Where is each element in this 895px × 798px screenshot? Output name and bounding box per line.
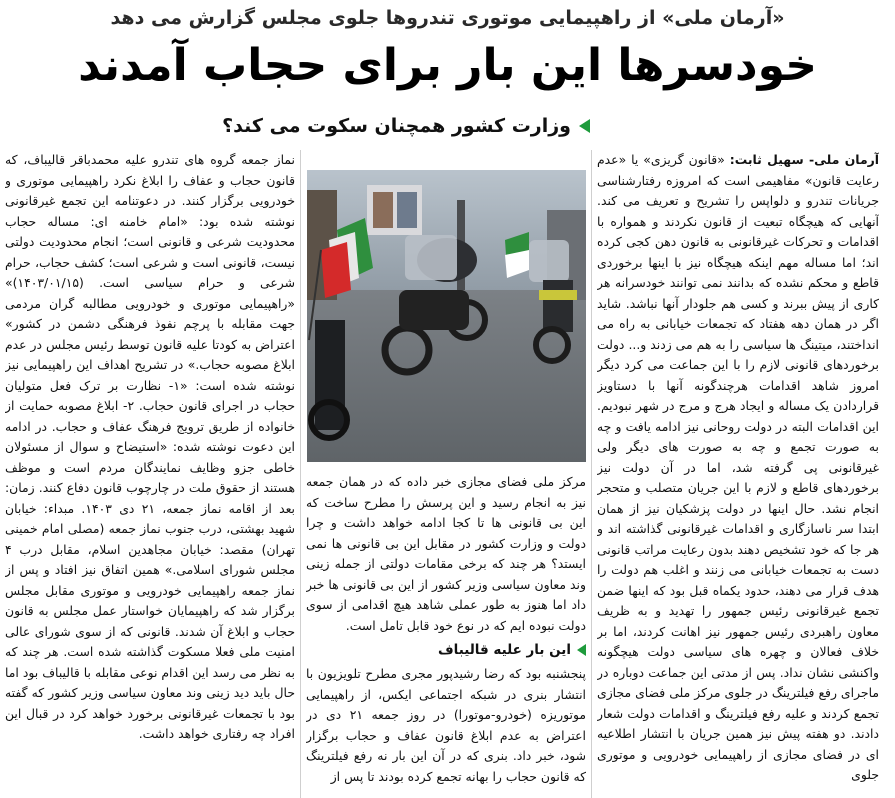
right-column	[597, 150, 879, 798]
right-column-text: «قانون گریزی» یا «عدم رعایت قانون» مفاهیمی است که امروزه رفتارشناسی جریانات تندرو و دلواپس را تشریح و تعریف می کند. آنهایی که هیچگاه تبعیت از قانون نکردند و همواره با اقدامات و تحرکات غیرقانونی به قانون دهن کجی کرده اند؛ اما مساله مهم اینکه هیچگاه نیز با اینها برخوردی قاطع و محکم نشده که بدانند نمی توانند خودسرانه هر کاری از پیش ببرند و کسی هم جلودار آنها نباشد. شاید اگر در همان دهه هفتاد که تجمعات خیابانی به راه می انداختند، میتینگ ها سیاسی را به هم می زدند و... دولت برخوردهای قانونی لازم را با این جماعت می کرد دیگر امروز شاهد اقدامات هرچندگونه آنها با دستاویز قراردادن یک مساله و ایجاد هرج و مرج در شهر نبودیم. این اقدامات البته در دولت روحانی نیز ادامه یافت و چه به صورت تجمع و چه به صورت های دیگر ولی غیرقانونی پی گرفته شد، اما در آن دولت نیز برخوردهای قاطع و لازم با این جریان متصلب و متحجر انجام نشد. حال اینها در دولت پزشکیان نیز از همان ابتدا سر ناسازگاری و اقدامات غیرقانونی گذاشته اند و هر جا که خود تشخیص دهند بدون رعایت مراتب قانونی دست به تجمعات خیابانی می زنند و اغلب هم دولت را هدف قرار می دهند، حدود یکماه قبل بود که اینها ضمن تجمع غیرقانونی رئیس جمهور را تهدید و به ظریف معاون راهبردی رئیس جمهور نیز اهانت کردند، اما بر خلاف فعالان و چهره های سیاسی دولت هیچگونه واکنشی نشان نداد. پس از مدتی این جماعت دوباره در ماجرای رفع فیلترینگ در جلوی مرکز ملی فضای مجازی تجمع کردند و علیه رفع فیلترینگ و اقدامات دولت شعار دادند. دو هفته پیش نیز همین جریان با انتشار اطلاعیه ای در فضای مجازی از راهپیمایی خودرویی و موتوری جلوی	[597, 152, 879, 782]
column-divider	[300, 150, 301, 798]
middle-column-text-2: پنجشنبه بود که رضا رشیدپور مجری مطرح تلویزیون با انتشار بنری در شبکه اجتماعی ایکس، از راهپیمایی موتوریزه (خودرو-موتورا) در روز جمعه ۲۱ دی در اعتراض به عدم ابلاغ قانون عفاف و حجاب برگزار شود، خبر داد. بنری که در آن این بار نه رفع فیلترینگ که قانون حجاب را بهانه تجمع کرده بودند تا پس از	[306, 666, 586, 784]
byline: آرمان ملی- سهیل ثابت:	[729, 152, 879, 167]
triangle-bullet-icon	[577, 644, 586, 656]
middle-column	[306, 472, 586, 798]
subhead-text: وزارت کشور همچنان سکوت می کند؟	[222, 115, 571, 137]
column-divider	[591, 150, 592, 798]
section-heading	[306, 638, 586, 662]
photo-illustration	[307, 170, 586, 462]
section-heading-text: این بار علیه قالیباف	[437, 642, 571, 658]
article-headline: خودسرها این بار برای حجاب آمدند	[78, 40, 817, 91]
article-subhead	[222, 112, 590, 140]
article-kicker: «آرمان ملی» از راهپیمایی موتوری تندروها جلوی مجلس گزارش می دهد	[110, 7, 785, 29]
middle-column-text: مرکز ملی فضای مجازی خبر داده که در همان جمعه نیز به انجام رسید و این پرسش را مطرح ساخت که این بی قانونی ها تا کجا ادامه خواهد داشت و چرا دولت و وزارت کشور در مقابل این بی قانونی ها نمی ایستد؟ هر چند که برخی مقامات دولتی از جمله زینی وند معاون سیاسی وزیر کشور از این بی قانونی ها خبر داد اما هنوز به طور عملی شاهد هیچ اقدامی از سوی دولت نبوده ایم که در نوع خود قابل تامل است.	[306, 474, 586, 633]
motorcycle-rally-photo	[307, 170, 586, 462]
triangle-bullet-icon	[579, 119, 590, 133]
left-column-text: نماز جمعه گروه های تندرو علیه محمدباقر قالیباف، که قانون حجاب و عفاف را ابلاغ نکرد راهپیمایی موتوری و خودرویی برگزار کنند. در دعوتنامه این تجمع غیرقانونی نوشته شده بود: «امام خامنه ای: مساله حجاب محدودیت شرعی و قانونی است؛ انجام محدودیت دولتی نیست، قانونی است و شرعی است؛ کشف حجاب، حرام شرعی و حرام سیاسی است. (۱۴۰۳/۰۱/۱۵)» «راهپیمایی موتوری و خودرویی مطالبه گران مردمی جهت مقابله با پرچم نفوذ فرهنگی دشمن در کشور» اعتراض به کودتا علیه قانون توسط رئیس مجلس در عدم ابلاغ مصوبه حجاب.» در تشریح اهداف این راهپیمایی نیز نوشته شده است: «۱- نظارت بر ترک فعل متولیان حجاب در اجرای قانون حجاب. ۲- ابلاغ مصوبه حمایت از خانواده از طریق ترویج فرهنگ عفاف و حجاب. در ادامه این دعوت نوشته شده: «استیضاح و سوال از مسئولان خاطی جزو وظایف نمایندگان مردم است و موظف هستند از حقوق ملت در چارچوب قانون دفاع کنند. زمان: بعد از اقامه نماز جمعه، ۲۱ دی ۱۴۰۳. مبداء: خیابان شهید بهشتی، درب جنوب نماز جمعه (مصلی امام خمینی تهران) مقصد: خیابان مجاهدین اسلام، مقابل درب ۴ مجلس شورای اسلامی.» همین اتفاق نیز افتاد و پس از نماز جمعه راهپیمایی خودرویی و موتوری مقابل مجلس برگزار شد که راهپیمایان خواستار عمل مجلس به قانون حجاب و ابلاغ آن شدند. قانونی که از سوی شورای عالی امنیت ملی فعلا مسکوت گذاشته شده است. هر چند که به نظر می رسد این اقدام نوعی مقابله با قالیباف بود اما حال باید دید زینی وند معاون سیاسی وزیر کشور که گفته بود با تجمعات غیرقانونی برخورد خواهد کرد در قبال این افراد چه رفتاری خواهد داشت.	[5, 152, 295, 741]
left-column	[5, 150, 295, 798]
